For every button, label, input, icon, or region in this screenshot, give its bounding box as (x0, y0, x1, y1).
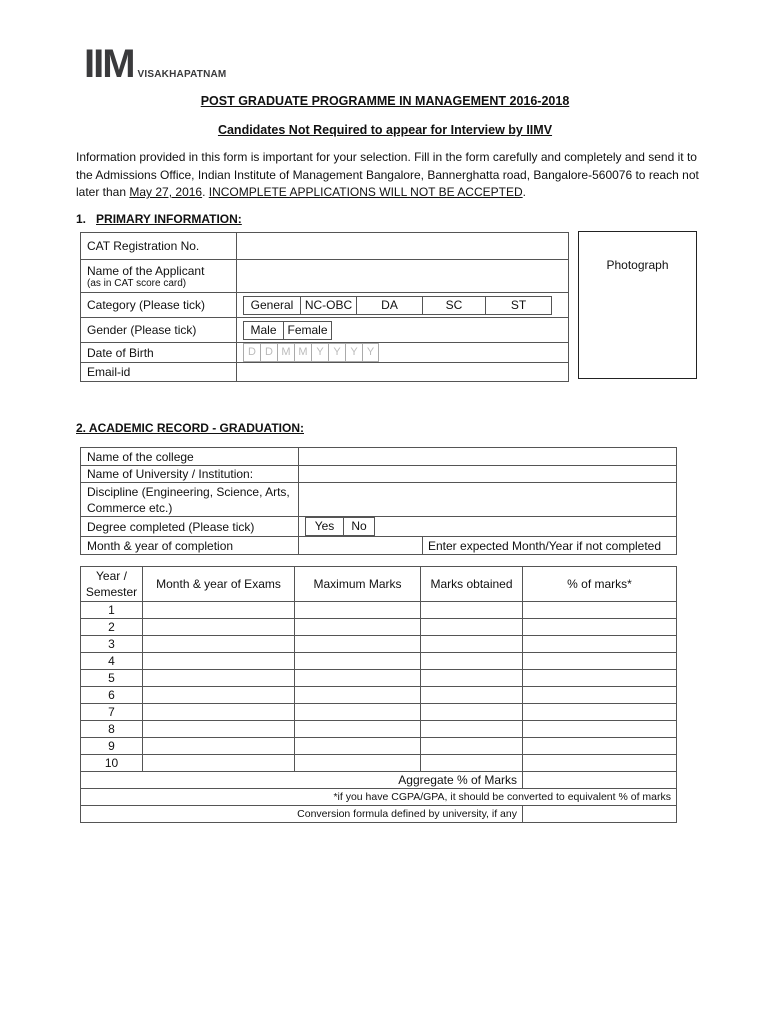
year-semester-header (81, 567, 143, 602)
gender-options (237, 318, 569, 343)
marks-row-9 (81, 738, 677, 755)
marks-obtained-cell[interactable] (421, 602, 523, 619)
category-sc[interactable]: SC (422, 296, 485, 315)
dob-month-2[interactable]: M (294, 343, 311, 362)
semester-number: 1 (81, 602, 143, 619)
logo-mark: IIM (84, 42, 134, 86)
aggregate-label: Aggregate % of Marks (81, 772, 523, 789)
semester-number: 10 (81, 755, 143, 772)
photograph-box[interactable] (578, 231, 697, 379)
dob-year-4[interactable]: Y (362, 343, 379, 362)
cat-reg-label: CAT Registration No. (81, 233, 237, 260)
dob-day-1[interactable]: D (243, 343, 260, 362)
dob-month-1[interactable]: M (277, 343, 294, 362)
degree-yes[interactable]: Yes (305, 517, 343, 536)
exam-month-cell[interactable] (143, 619, 295, 636)
max-marks-cell[interactable] (295, 687, 421, 704)
applicant-name-label (81, 260, 237, 293)
percent-cell[interactable] (523, 636, 677, 653)
percent-cell[interactable] (523, 670, 677, 687)
percent-cell[interactable] (523, 602, 677, 619)
max-marks-cell[interactable] (295, 619, 421, 636)
university-label: Name of University / Institution: (81, 466, 299, 483)
applicant-name-note: (as in CAT score card) (87, 277, 187, 289)
category-da[interactable]: DA (356, 296, 422, 315)
exam-month-cell[interactable] (143, 738, 295, 755)
section-primary-number: 1. (76, 212, 87, 226)
cat-reg-field[interactable] (237, 233, 569, 260)
semester-number: 3 (81, 636, 143, 653)
photograph-label: Photograph (606, 258, 669, 272)
dob-year-3[interactable]: Y (345, 343, 362, 362)
aggregate-field[interactable] (523, 772, 677, 789)
university-field[interactable] (299, 466, 677, 483)
email-label: Email-id (81, 363, 237, 382)
section-primary-heading (76, 212, 242, 226)
intro-text-2: . (202, 185, 209, 199)
exam-month-cell[interactable] (143, 687, 295, 704)
dob-field (237, 343, 569, 363)
exam-month-cell[interactable] (143, 670, 295, 687)
semester-number: 7 (81, 704, 143, 721)
applicant-name-text: Name of the Applicant (87, 263, 205, 278)
semester-number: 8 (81, 721, 143, 738)
intro-paragraph (76, 149, 700, 202)
incomplete-warning: INCOMPLETE APPLICATIONS WILL NOT BE ACCEPTED (208, 185, 523, 199)
marks-obtained-cell[interactable] (421, 704, 523, 721)
marks-obtained-cell[interactable] (421, 619, 523, 636)
page-subtitle: Candidates Not Required to appear for Interview by IIMV (217, 123, 553, 137)
percent-marks-header: % of marks* (523, 567, 677, 602)
dob-year-2[interactable]: Y (328, 343, 345, 362)
page-title: POST GRADUATE PROGRAMME IN MANAGEMENT 2016-2018 (200, 94, 570, 108)
college-label: Name of the college (81, 448, 299, 466)
gender-female[interactable]: Female (283, 321, 332, 340)
category-nc-obc[interactable]: NC-OBC (300, 296, 356, 315)
max-marks-cell[interactable] (295, 636, 421, 653)
email-field[interactable] (237, 363, 569, 382)
dob-day-2[interactable]: D (260, 343, 277, 362)
max-marks-header: Maximum Marks (295, 567, 421, 602)
marks-obtained-cell[interactable] (421, 653, 523, 670)
percent-cell[interactable] (523, 721, 677, 738)
marks-row-7 (81, 704, 677, 721)
exam-month-cell[interactable] (143, 755, 295, 772)
marks-obtained-cell[interactable] (421, 687, 523, 704)
graduation-table (80, 447, 677, 555)
marks-row-6 (81, 687, 677, 704)
marks-obtained-header: Marks obtained (421, 567, 523, 602)
max-marks-cell[interactable] (295, 602, 421, 619)
percent-cell[interactable] (523, 755, 677, 772)
marks-row-2 (81, 619, 677, 636)
marks-row-8 (81, 721, 677, 738)
deadline-date: May 27, 2016 (129, 185, 203, 199)
semester-number: 4 (81, 653, 143, 670)
percent-cell[interactable] (523, 738, 677, 755)
conversion-field[interactable] (523, 806, 677, 823)
max-marks-cell[interactable] (295, 755, 421, 772)
discipline-line-1: Discipline (Engineering, Science, Arts, (87, 484, 290, 499)
marks-row-1 (81, 602, 677, 619)
degree-no[interactable]: No (343, 517, 375, 536)
intro-text-3: . (522, 185, 526, 199)
section-academic-title: 2. ACADEMIC RECORD - GRADUATION: (76, 421, 304, 435)
discipline-line-2: Commerce etc.) (87, 500, 173, 515)
percent-cell[interactable] (523, 687, 677, 704)
max-marks-cell[interactable] (295, 670, 421, 687)
completion-label: Month & year of completion (81, 537, 299, 555)
max-marks-cell[interactable] (295, 738, 421, 755)
section-primary-title: PRIMARY INFORMATION: (96, 212, 242, 226)
semester-number: 6 (81, 687, 143, 704)
semester-number: 2 (81, 619, 143, 636)
category-options (237, 293, 569, 318)
iim-logo (84, 42, 227, 86)
marks-row-4 (81, 653, 677, 670)
degree-options (299, 517, 677, 537)
exam-month-header: Month & year of Exams (143, 567, 295, 602)
degree-label: Degree completed (Please tick) (81, 517, 299, 537)
marks-row-10 (81, 755, 677, 772)
marks-obtained-cell[interactable] (421, 755, 523, 772)
intro-text-1: Information provided in this form is important for your selection. Fill in the form carefully and completely and send it to the Admissions Office, Indian Institute of Management Bangalore, Bannerghatta road, Bangalore-560076 to reach not later than (76, 150, 699, 199)
marks-row-3 (81, 636, 677, 653)
category-st[interactable]: ST (485, 296, 552, 315)
college-field[interactable] (299, 448, 677, 466)
discipline-field[interactable] (299, 483, 677, 517)
gender-label: Gender (Please tick) (81, 318, 237, 343)
semester-number: 5 (81, 670, 143, 687)
marks-obtained-cell[interactable] (421, 670, 523, 687)
marks-obtained-cell[interactable] (421, 636, 523, 653)
marks-row-5 (81, 670, 677, 687)
exam-month-cell[interactable] (143, 602, 295, 619)
max-marks-cell[interactable] (295, 704, 421, 721)
exam-month-cell[interactable] (143, 704, 295, 721)
cgpa-note: *if you have CGPA/GPA, it should be converted to equivalent % of marks (81, 789, 677, 806)
exam-month-cell[interactable] (143, 721, 295, 738)
primary-info-table (80, 232, 569, 382)
exam-month-cell[interactable] (143, 636, 295, 653)
year-header-line-1: Year / (96, 569, 127, 583)
percent-cell[interactable] (523, 653, 677, 670)
applicant-name-field[interactable] (237, 260, 569, 293)
max-marks-cell[interactable] (295, 721, 421, 738)
gender-male[interactable]: Male (243, 321, 283, 340)
exam-month-cell[interactable] (143, 653, 295, 670)
logo-subtitle: VISAKHAPATNAM (137, 69, 227, 80)
expected-note: Enter expected Month/Year if not completed (423, 537, 677, 555)
max-marks-cell[interactable] (295, 653, 421, 670)
semester-number: 9 (81, 738, 143, 755)
marks-table (80, 566, 677, 823)
percent-cell[interactable] (523, 704, 677, 721)
conversion-label: Conversion formula defined by university, if any (81, 806, 523, 823)
year-header-line-2: Semester (85, 585, 138, 599)
completion-field[interactable] (299, 537, 423, 555)
percent-cell[interactable] (523, 619, 677, 636)
dob-label: Date of Birth (81, 343, 237, 363)
category-general[interactable]: General (243, 296, 300, 315)
discipline-label (81, 483, 299, 517)
dob-year-1[interactable]: Y (311, 343, 328, 362)
category-label: Category (Please tick) (81, 293, 237, 318)
marks-obtained-cell[interactable] (421, 721, 523, 738)
marks-obtained-cell[interactable] (421, 738, 523, 755)
section-academic-heading (76, 421, 304, 435)
